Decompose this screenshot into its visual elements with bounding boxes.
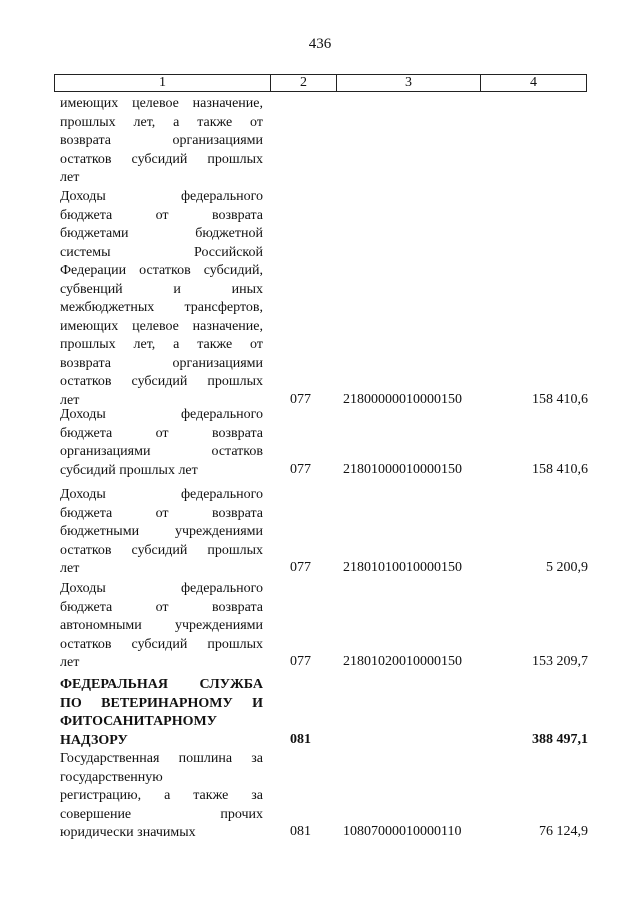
- description-line: Доходы федерального: [60, 581, 263, 596]
- row-kbk: 21801000010000150: [343, 461, 462, 477]
- description-line: возврата организациями: [60, 355, 263, 371]
- description-line: бюджета от возврата: [60, 505, 263, 521]
- table-row: [60, 486, 588, 579]
- description-line: Государственная пошлина за: [60, 751, 263, 766]
- description-line: возврата организациями: [60, 133, 263, 148]
- header-col-2: 2: [271, 75, 337, 91]
- row-code: 077: [290, 654, 311, 669]
- description-line: НАДЗОРУ: [60, 732, 128, 748]
- description-line: лет: [60, 655, 80, 670]
- description-line: субвенций и иных: [60, 281, 263, 297]
- description-line: юридически значимых: [60, 825, 196, 840]
- description-line: Доходы федерального: [60, 407, 263, 422]
- description-line: системы Российской: [60, 244, 263, 260]
- row-amount: 5 200,9: [546, 560, 588, 575]
- description-line: бюджета от возврата: [60, 207, 263, 223]
- row-code: 077: [290, 560, 311, 575]
- description-line: прошлых лет, а также от: [60, 114, 263, 130]
- description-line: Федерации остатков субсидий,: [60, 263, 263, 278]
- table-row: [60, 188, 588, 410]
- row-description: [60, 188, 263, 410]
- row-code: 081: [290, 731, 311, 747]
- description-line: совершение прочих: [60, 806, 263, 822]
- description-line: государственную: [60, 769, 163, 785]
- row-amount: 158 410,6: [532, 391, 588, 407]
- description-line: ПО ВЕТЕРИНАРНОМУ И: [60, 695, 263, 711]
- description-line: регистрацию, а также за: [60, 788, 263, 803]
- table-row: [60, 406, 588, 480]
- description-line: организациями остатков: [60, 444, 263, 459]
- description-line: остатков субсидий прошлых: [60, 542, 263, 558]
- row-amount: 388 497,1: [532, 731, 588, 747]
- description-line: лет: [60, 170, 80, 185]
- row-code: 081: [290, 824, 311, 839]
- table-row: [60, 580, 588, 673]
- table-row: [60, 95, 588, 188]
- description-line: остатков субсидий прошлых: [60, 151, 263, 167]
- row-amount: 76 124,9: [539, 824, 588, 839]
- row-kbk: 21801010010000150: [343, 560, 462, 575]
- row-description: [60, 676, 263, 750]
- description-line: Доходы федерального: [60, 487, 263, 502]
- description-line: лет: [60, 561, 80, 576]
- page-number: 436: [308, 36, 332, 52]
- description-line: бюджета от возврата: [60, 425, 263, 441]
- description-line: межбюджетных трансфертов,: [60, 300, 263, 315]
- row-kbk: 21800000010000150: [343, 391, 462, 407]
- table-header: [54, 74, 587, 92]
- description-line: ФИТОСАНИТАРНОМУ: [60, 714, 218, 729]
- row-description: [60, 95, 263, 188]
- description-line: прошлых лет, а также от: [60, 337, 263, 352]
- row-description: [60, 750, 263, 843]
- description-line: субсидий прошлых лет: [60, 462, 198, 478]
- description-line: остатков субсидий прошлых: [60, 374, 263, 389]
- row-kbk: 21801020010000150: [343, 654, 462, 669]
- table-row: [60, 676, 588, 750]
- description-line: автономными учреждениями: [60, 618, 263, 633]
- row-code: 077: [290, 461, 311, 477]
- table-row: [60, 750, 588, 843]
- row-code: 077: [290, 391, 311, 407]
- header-col-3: 3: [337, 75, 481, 91]
- description-line: бюджетами бюджетной: [60, 226, 263, 241]
- description-line: имеющих целевое назначение,: [60, 318, 263, 334]
- row-description: [60, 486, 263, 579]
- header-col-1: 1: [55, 75, 271, 91]
- description-line: лет: [60, 392, 80, 408]
- description-line: остатков субсидий прошлых: [60, 636, 263, 652]
- row-amount: 153 209,7: [532, 654, 588, 669]
- description-line: имеющих целевое назначение,: [60, 96, 263, 111]
- description-line: бюджетными учреждениями: [60, 524, 263, 539]
- row-description: [60, 580, 263, 673]
- row-amount: 158 410,6: [532, 461, 588, 477]
- description-line: Доходы федерального: [60, 189, 263, 204]
- description-line: бюджета от возврата: [60, 599, 263, 615]
- row-kbk: 10807000010000110: [343, 824, 462, 839]
- description-line: ФЕДЕРАЛЬНАЯ СЛУЖБА: [60, 677, 263, 692]
- row-description: [60, 406, 263, 480]
- header-col-4: 4: [530, 75, 537, 90]
